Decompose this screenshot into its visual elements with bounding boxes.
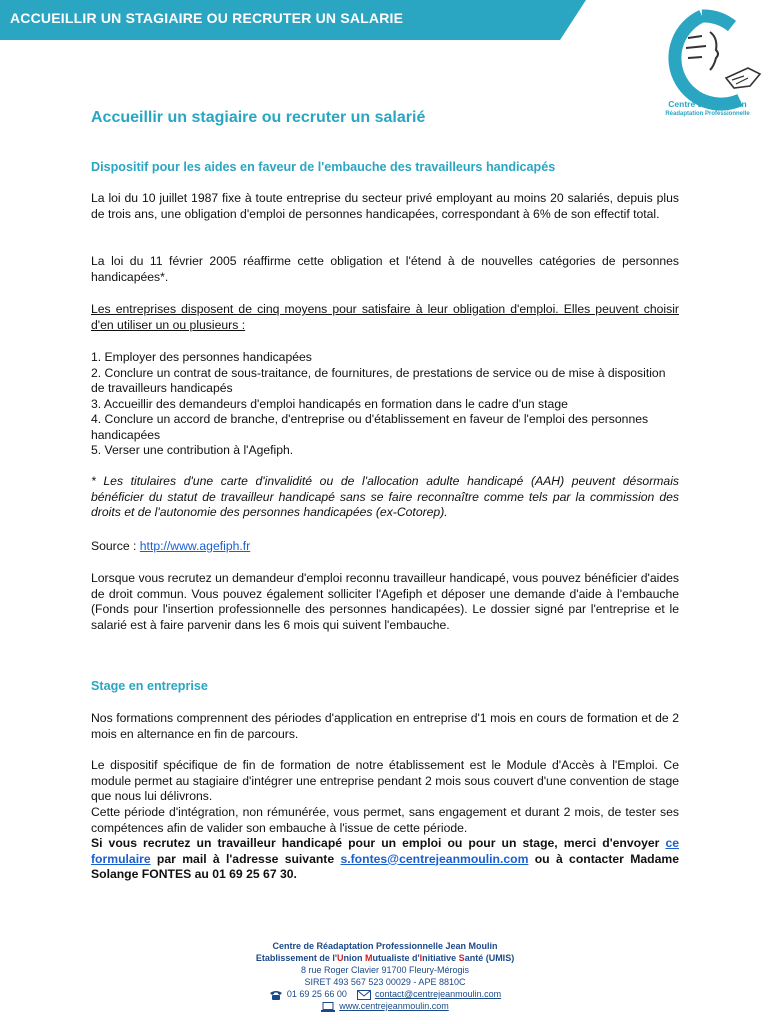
footer-org-name: Centre de Réadaptation Professionnelle Jean Moulin	[272, 941, 498, 951]
footer-contact-line	[0, 988, 770, 1000]
header-banner-tip	[560, 0, 586, 40]
list-item: 4. Conclure un accord de branche, d'entreprise ou d'établissement en faveur de l'emploi des personnes handicapées	[91, 412, 649, 442]
email-link[interactable]: s.fontes@centrejeanmoulin.com	[340, 851, 529, 866]
paragraph-formations: Nos formations comprennent des périodes d'application en entreprise d'1 mois en cours de formation et de 2 mois en alternance en fin de parcours.	[91, 711, 679, 741]
source-label: Source :	[91, 539, 140, 553]
computer-icon	[321, 1002, 335, 1012]
footer-address: 8 rue Roger Clavier 91700 Fleury-Mérogis	[300, 965, 470, 975]
page-title: Accueillir un stagiaire ou recruter un salarié	[91, 109, 426, 126]
list-item: 2. Conclure un contrat de sous-traitance, de fournitures, de prestations de service ou de mise à disposition de travailleurs handicapés	[91, 365, 666, 395]
paragraph-cinq-moyens: Les entreprises disposent de cinq moyens pour satisfaire à leur obligation d'emploi. Elles peuvent choisir d'en utiliser un ou plusieurs :	[91, 302, 679, 332]
footer-email-link[interactable]: contact@centrejeanmoulin.com	[374, 989, 502, 999]
list-item: 3. Accueillir des demandeurs d'emploi handicapés en formation dans le cadre d'un stage	[91, 396, 568, 411]
footer-siret: SIRET 493 567 523 00029 - APE 8810C	[304, 977, 466, 987]
paragraph-module-acces: Le dispositif spécifique de fin de formation de notre établissement est le Module d'Accès à l'Emploi. Ce module permet au stagiaire d'intégrer une entreprise pendant 2 mois sous couvert d'une convention de stage que nous lui délivrons.	[91, 758, 679, 803]
section-heading-stage: Stage en entreprise	[91, 679, 208, 693]
paragraph-loi-2005: La loi du 11 février 2005 réaffirme cette obligation et l'étend à de nouvelles catégories de personnes handicapées*.	[91, 254, 679, 284]
moyens-list	[91, 350, 679, 459]
source-line	[91, 539, 679, 555]
agefiph-link[interactable]: http://www.agefiph.fr	[139, 539, 251, 553]
paragraph-aides-droit-commun: Lorsque vous recrutez un demandeur d'emploi reconnu travailleur handicapé, vous pouvez bénéficier d'aides de droit commun. Vous pouvez également solliciter l'Agefiph et déposer une demande d'aide à l'embauche (Fonds pour l'insertion professionnelle des personnes handicapées). Le dossier signé par l'entreprise et le salarié est à faire parvenir dans les 6 mois qui suivent l'embauche.	[91, 571, 679, 632]
footer-website-link[interactable]: www.centrejeanmoulin.com	[339, 1001, 449, 1011]
form-link[interactable]: ce formulaire	[91, 836, 679, 866]
footer-phone: 01 69 25 66 00	[286, 989, 347, 999]
list-item: 5. Verser une contribution à l'Agefiph.	[91, 443, 294, 457]
list-item: 1. Employer des personnes handicapées	[91, 350, 312, 364]
footer	[0, 940, 770, 1012]
header-banner-text: ACCUEILLIR UN STAGIAIRE OU RECRUTER UN SALARIE	[10, 10, 404, 26]
footer-website-line	[0, 1000, 770, 1012]
call-to-action: Si vous recrutez un travailleur handicapé pour un emploi ou pour un stage, merci d'envoyer ce formulaire par mail à l'adresse suivante s.fontes@centrejeanmoulin.com ou à contacter Madame Solange FONTES au 01 69 25 67 30.	[91, 836, 679, 881]
phone-icon	[269, 990, 283, 1000]
section-heading-aides: Dispositif pour les aides en faveur de l'embauche des travailleurs handicapés	[91, 160, 556, 174]
footnote-aah: * Les titulaires d'une carte d'invalidité ou de l'allocation adulte handicapé (AAH) peuvent désormais bénéficier du statut de travailleur handicapé sans se faire reconnaître comme tels par la commission des droits et de l'autonomie des personnes handicapées (ex-Cotorep).	[91, 474, 679, 519]
logo-name: Centre Jean Moulin	[668, 99, 747, 109]
paragraph-loi-1987: La loi du 10 juillet 1987 fixe à toute entreprise du secteur privé employant au moins 20 salariés, depuis plus de trois ans, une obligation d'emploi de personnes handicapées, correspondant à 6% de son effectif total.	[91, 191, 679, 221]
logo-subtitle: Réadaptation Professionnelle	[665, 111, 750, 117]
paragraph-periode-integration: Cette période d'intégration, non rémunérée, vous permet, sans engagement et durant 2 mois, de tester ses compétences afin de valider son embauche à l'issue de cette période.	[91, 805, 679, 835]
mail-icon	[357, 990, 371, 1000]
footer-org-affiliation: Etablissement de l'Union Mutualiste d'Initiative Santé (UMIS)	[255, 953, 515, 963]
